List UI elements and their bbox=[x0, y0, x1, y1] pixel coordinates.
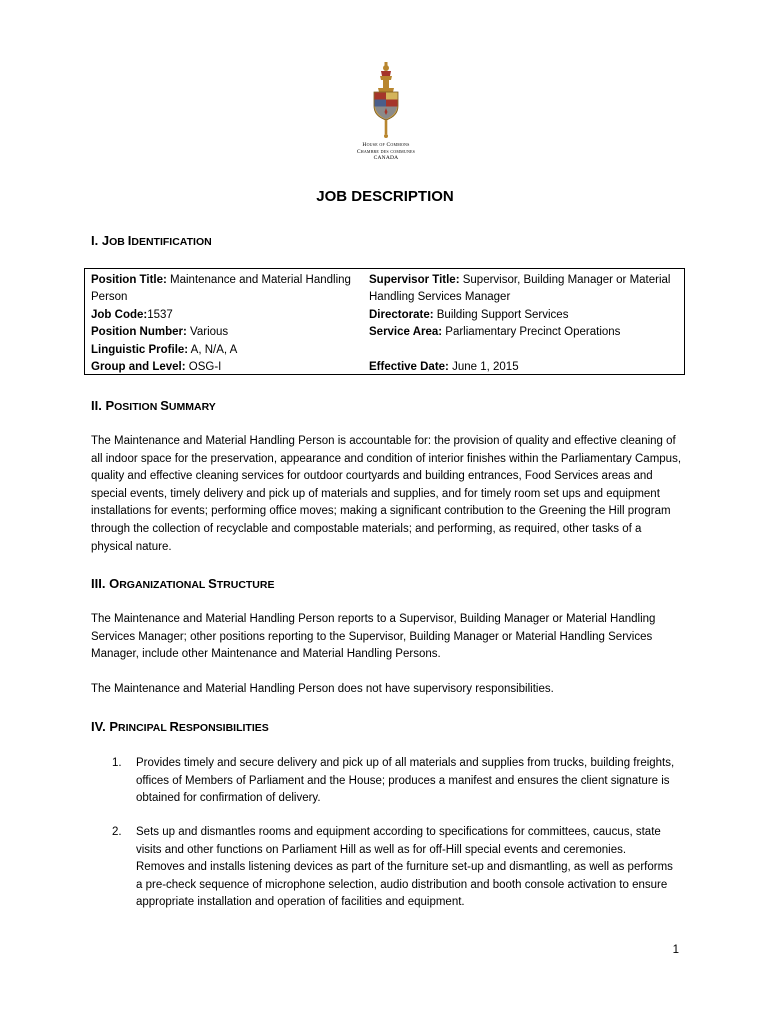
section-heading-organizational-structure: III. ORGANIZATIONAL STRUCTURE bbox=[91, 576, 275, 591]
crest-icon bbox=[366, 62, 406, 142]
list-item-text: Sets up and dismantles rooms and equipment according to specifications for committees, caucus, state visits and other functions on Parliament Hill as well as for off-Hill special events and ceremonies. Removes and installs listening devices as part of the furniture set-up and dismantling, as well as performs a pre-check sequence of microphone selection, audio distribution and booth console activation to ensure appropriate installation and operation of facilities and equipment. bbox=[136, 826, 673, 909]
list-item-text: Provides timely and secure delivery and pick up of all materials and supplies from trucks, building freights, offices of Members of Parliament and the House; produces a manifest and ensures the client signature is obtained for confirmation of delivery. bbox=[136, 757, 675, 805]
identification-left-column bbox=[91, 272, 361, 376]
org-structure-paragraph-2: The Maintenance and Material Handling Person does not have supervisory responsibilities. bbox=[91, 683, 554, 695]
house-of-commons-logo bbox=[349, 62, 423, 162]
list-item-number: 2. bbox=[112, 826, 122, 838]
position-title-field: Position Title: Maintenance and Material Handling Person bbox=[91, 274, 351, 304]
list-item-number: 1. bbox=[112, 757, 122, 769]
section-heading-job-identification: I. JOB IDENTIFICATION bbox=[91, 233, 212, 248]
group-and-level-field: Group and Level: OSG-I bbox=[91, 361, 222, 374]
identification-right-column bbox=[369, 272, 679, 376]
logo-text-country: CANADA bbox=[373, 155, 399, 161]
page-number: 1 bbox=[672, 944, 679, 956]
directorate-field: Directorate: Building Support Services bbox=[369, 308, 569, 321]
document-title: JOB DESCRIPTION bbox=[316, 188, 454, 205]
supervisor-title-field: Supervisor Title: Supervisor, Building Manager or Material Handling Services Manager bbox=[369, 274, 671, 304]
effective-date-field: Effective Date: June 1, 2015 bbox=[369, 361, 519, 374]
job-code-field: Job Code:1537 bbox=[91, 308, 173, 321]
logo-text-en: House of Commons bbox=[362, 142, 410, 148]
section-heading-position-summary: II. POSITION SUMMARY bbox=[91, 398, 216, 413]
position-number-field: Position Number: Various bbox=[91, 326, 229, 339]
section-heading-principal-responsibilities: IV. PRINCIPAL RESPONSIBILITIES bbox=[91, 719, 269, 734]
linguistic-profile-field: Linguistic Profile: A, N/A, A bbox=[91, 343, 238, 356]
logo-text-fr: Chambre des communes bbox=[356, 148, 416, 155]
position-summary-paragraph: The Maintenance and Material Handling Person is accountable for: the provision of quality and effective cleaning of all indoor space for the preservation, appearance and condition of interior finishes within the Parliamentary Campus, quality and effective cleaning services for outdoor courtyards and building entrances, Food Services areas and special events, timely delivery and pick up of materials and supplies, and for timely room set ups and equipment installations for events; performing office moves; making a significant contribution to the Greening the Hill program through the collection of recyclable and compostable materials; and performing, as required, other tasks of a physical nature. bbox=[91, 435, 682, 553]
service-area-field: Service Area: Parliamentary Precinct Operations bbox=[369, 326, 621, 339]
org-structure-paragraph-1: The Maintenance and Material Handling Person reports to a Supervisor, Building Manager or Material Handling Services Manager; other positions reporting to the Supervisor, Building Manager or Material Handling Services Manager, include other Maintenance and Material Handling Persons. bbox=[91, 613, 656, 661]
job-identification-table bbox=[84, 268, 685, 375]
